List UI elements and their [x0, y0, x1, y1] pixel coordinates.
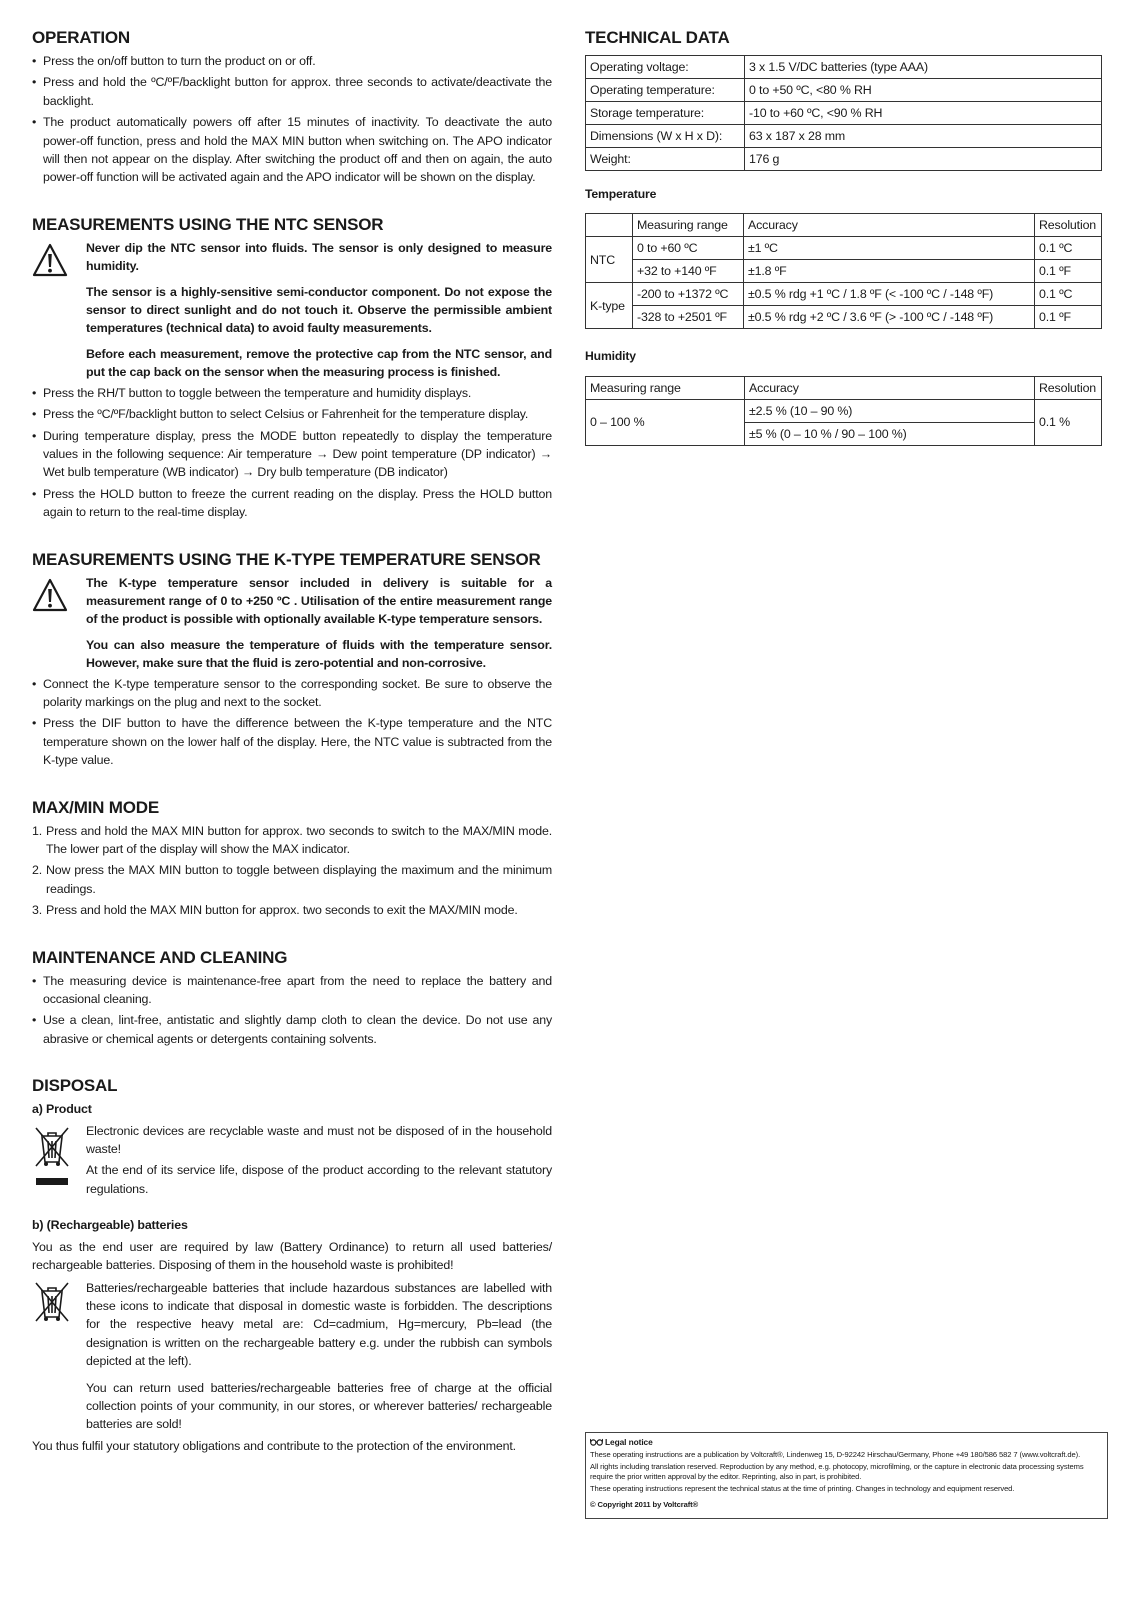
table-label: Temperature: [585, 187, 657, 201]
section-maintenance: [32, 946, 552, 1049]
table-row: [586, 260, 1102, 283]
table-cell: NTC: [586, 237, 633, 283]
warning-triangle-icon: [32, 578, 68, 612]
table-cell: 0.1 ºF: [1035, 260, 1102, 283]
table-row: [586, 306, 1102, 329]
section-disposal: [32, 1074, 552, 1455]
list-item: [32, 901, 552, 919]
table-row: [586, 283, 1102, 306]
paragraph: You as the end user are required by law (Battery Ordinance) to return all used batteries/ rechargeable batteries. Disposing of them in the household waste is prohibited!: [32, 1239, 552, 1273]
section-title: MAINTENANCE AND CLEANING: [32, 947, 288, 967]
list-item: • The measuring device is maintenance-free apart from the need to replace the battery and occasional cleaning.: [32, 972, 552, 1009]
table-cell: ±0.5 % rdg +1 ºC / 1.8 ºF (< -100 ºC / -148 ºF): [744, 283, 1035, 306]
warning-block: [32, 239, 552, 382]
table-cell: -328 to +2501 ºF: [633, 306, 744, 329]
section-maxmin: [32, 796, 552, 920]
item-number: 3.: [32, 903, 43, 918]
table-row: [586, 125, 1102, 148]
table-row: [586, 102, 1102, 125]
section-title: OPERATION: [32, 28, 131, 47]
bullet-list: [32, 972, 552, 1049]
table-cell: 0 – 100 %: [586, 399, 745, 445]
section-operation: [32, 26, 552, 187]
table-header-row: [586, 376, 1102, 399]
table-cell: 63 x 187 x 28 mm: [745, 125, 1102, 148]
legal-title-text: Legal notice: [605, 1437, 653, 1447]
table-header: Measuring range: [633, 214, 744, 237]
table-cell: Weight:: [586, 148, 745, 171]
warning-text: Never dip the NTC sensor into fluids. The sensor is only designed to measure humidity.: [86, 240, 552, 274]
left-column: [32, 26, 552, 1455]
legal-paragraph: These operating instructions represent the technical status at the time of printing. Changes in technology and equipment reserved.: [590, 1484, 1015, 1493]
table-cell: 0.1 %: [1035, 399, 1102, 445]
subsection-title: b) (Rechargeable) batteries: [32, 1218, 188, 1233]
legal-paragraph: These operating instructions are a publication by Voltcraft®, Lindenweg 15, D-92242 Hirschau/Germany, Phone +49 180/586 582 7 (www.voltcraft.de).: [590, 1450, 1081, 1459]
table-cell: +32 to +140 ºF: [633, 260, 744, 283]
table-header: [586, 214, 633, 237]
list-item: [32, 861, 552, 898]
paragraph: You can return used batteries/rechargeable batteries free of charge at the official collection points of your community, in our stores, or wherever batteries/ rechargeable batteries are sold!: [86, 1380, 552, 1432]
table-cell: 0 to +50 ºC, <80 % RH: [745, 79, 1102, 102]
item-number: 1.: [32, 823, 43, 838]
list-item: • The product automatically powers off after 15 minutes of inactivity. To deactivate the auto power-off function, press and hold the MAX MIN button when switching on. The APO indicator will then not appear on the display. After switching the product off and then on again, the auto power-off function will be activated again and the APO indicator will be shown on the display.: [32, 113, 552, 187]
list-item: • Connect the K-type temperature sensor to the corresponding socket. Be sure to observe the polarity markings on the plug and next to the socket.: [32, 675, 552, 712]
subsection-title: a) Product: [32, 1102, 92, 1117]
crossed-bin-with-bar-icon: [32, 1124, 72, 1188]
list-item: • Press and hold the ºC/ºF/backlight button for approx. three seconds to activate/deactivate the backlight.: [32, 73, 552, 110]
table-cell: 0 to +60 ºC: [633, 237, 744, 260]
table-header: Accuracy: [744, 214, 1035, 237]
section-title: MEASUREMENTS USING THE K-TYPE TEMPERATURE SENSOR: [32, 549, 541, 569]
table-header-row: [586, 214, 1102, 237]
humidity-table: [585, 376, 1102, 446]
list-item: • During temperature display, press the MODE button repeatedly to display the temperature values in the following sequence: Air temperature → Dew point temperature (DP indicator) → Wet bulb temperature (WB indicator) → Dry bulb temperature (DB indicator): [32, 427, 552, 482]
section-title: TECHNICAL DATA: [585, 28, 730, 47]
table-cell: ±2.5 % (10 – 90 %): [745, 399, 1035, 422]
table-cell: Dimensions (W x H x D):: [586, 125, 745, 148]
section-title: DISPOSAL: [32, 1076, 118, 1096]
battery-disposal-block: [32, 1279, 552, 1434]
item-text: Now press the MAX MIN button to toggle between displaying the maximum and the minimum readings.: [46, 863, 552, 896]
paragraph: Electronic devices are recyclable waste and must not be disposed of in the household waste!: [86, 1123, 552, 1157]
table-row: [586, 399, 1102, 422]
warning-text: Before each measurement, remove the protective cap from the NTC sensor, and put the cap back on the sensor when the measuring process is finished.: [86, 346, 552, 380]
bullet-list: [32, 384, 552, 522]
glasses-icon: [590, 1438, 603, 1448]
table-cell: -200 to +1372 ºC: [633, 283, 744, 306]
table-cell: ±0.5 % rdg +2 ºC / 3.6 ºF (> -100 ºC / -148 ºF): [744, 306, 1035, 329]
legal-notice-box: [585, 1432, 1108, 1519]
table-cell: 0.1 ºC: [1035, 237, 1102, 260]
paragraph: Batteries/rechargeable batteries that include hazardous substances are labelled with these icons to indicate that disposal in domestic waste is forbidden. The descriptions for the respective heavy metal are: Cd=cadmium, Hg=mercury, Pb=lead (the designation is written on the rechargeable battery e.g. under the rubbish can symbols depicted at the left).: [86, 1280, 552, 1369]
numbered-list: [32, 822, 552, 920]
temperature-table: [585, 213, 1102, 329]
table-cell: Storage temperature:: [586, 102, 745, 125]
right-column: [585, 26, 1102, 446]
table-cell: 176 g: [745, 148, 1102, 171]
warning-text: You can also measure the temperature of fluids with the temperature sensor. However, make sure that the fluid is zero-potential and non-corrosive.: [86, 637, 552, 671]
table-cell: ±1 ºC: [744, 237, 1035, 260]
copyright: © Copyright 2011 by Voltcraft®: [590, 1500, 699, 1509]
list-item: • Press the ºC/ºF/backlight button to select Celsius or Fahrenheit for the temperature display.: [32, 405, 552, 423]
table-label: Humidity: [585, 349, 636, 364]
table-cell: 0.1 ºC: [1035, 283, 1102, 306]
list-item: • Press the HOLD button to freeze the current reading on the display. Press the HOLD button again to return to the real-time display.: [32, 485, 552, 522]
legal-paragraph: All rights including translation reserved. Reproduction by any method, e.g. photocopy, microfilming, or the capture in electronic data processing systems require the prior written approval by the editor. Reprinting, also in part, is prohibited.: [590, 1462, 1084, 1481]
list-item: [32, 822, 552, 859]
table-cell: K-type: [586, 283, 633, 329]
table-row: [586, 148, 1102, 171]
list-item: • Use a clean, lint-free, antistatic and slightly damp cloth to clean the device. Do not use any abrasive or chemical agents or detergents containing solvents.: [32, 1011, 552, 1048]
warning-text: The sensor is a highly-sensitive semi-conductor component. Do not expose the sensor to direct sunlight and do not touch it. Observe the permissible ambient temperatures (technical data) to avoid faulty measurements.: [86, 284, 552, 336]
warning-text: The K-type temperature sensor included in delivery is suitable for a measurement range of 0 to +250 ºC . Utilisation of the entire measurement range of the product is possible with optionally available K-type temperature sensors.: [86, 575, 552, 627]
table-cell: Operating voltage:: [586, 56, 745, 79]
table-header: Resolution: [1035, 376, 1102, 399]
warning-block: [32, 574, 552, 673]
list-item: • Press the on/off button to turn the product on or off.: [32, 52, 552, 70]
table-row: [586, 237, 1102, 260]
bullet-list: [32, 675, 552, 770]
section-title: MAX/MIN MODE: [32, 797, 159, 817]
crossed-bin-icon: [32, 1281, 72, 1325]
section-title: MEASUREMENTS USING THE NTC SENSOR: [32, 214, 384, 234]
bullet-list: [32, 52, 552, 187]
product-disposal-block: [32, 1122, 552, 1199]
legal-notice-title: [590, 1437, 1103, 1448]
table-row: [586, 56, 1102, 79]
table-cell: ±1.8 ºF: [744, 260, 1035, 283]
list-item: • Press the RH/T button to toggle between the temperature and humidity displays.: [32, 384, 552, 402]
table-cell: ±5 % (0 – 10 % / 90 – 100 %): [745, 422, 1035, 445]
section-ktype: [32, 548, 552, 770]
table-cell: 0.1 ºF: [1035, 306, 1102, 329]
section-ntc: [32, 213, 552, 522]
item-text: Press and hold the MAX MIN button for approx. two seconds to switch to the MAX/MIN mode. The lower part of the display will show the MAX indicator.: [46, 823, 552, 856]
paragraph: At the end of its service life, dispose of the product according to the relevant statutory regulations.: [86, 1163, 552, 1196]
item-text: Press and hold the MAX MIN button for approx. two seconds to exit the MAX/MIN mode.: [46, 903, 518, 918]
list-item: • Press the DIF button to have the difference between the K-type temperature and the NTC temperature shown on the lower half of the display. Here, the NTC value is subtracted from the K-type value.: [32, 714, 552, 769]
warning-triangle-icon: [32, 243, 68, 277]
table-header: Measuring range: [586, 376, 745, 399]
table-cell: -10 to +60 ºC, <90 % RH: [745, 102, 1102, 125]
table-cell: Operating temperature:: [586, 79, 745, 102]
table-row: [586, 79, 1102, 102]
table-header: Resolution: [1035, 214, 1102, 237]
table-header: Accuracy: [745, 376, 1035, 399]
item-number: 2.: [32, 863, 43, 878]
table-cell: 3 x 1.5 V/DC batteries (type AAA): [745, 56, 1102, 79]
closing-paragraph: You thus fulfil your statutory obligations and contribute to the protection of the environment.: [32, 1438, 516, 1453]
technical-data-table: [585, 55, 1102, 171]
